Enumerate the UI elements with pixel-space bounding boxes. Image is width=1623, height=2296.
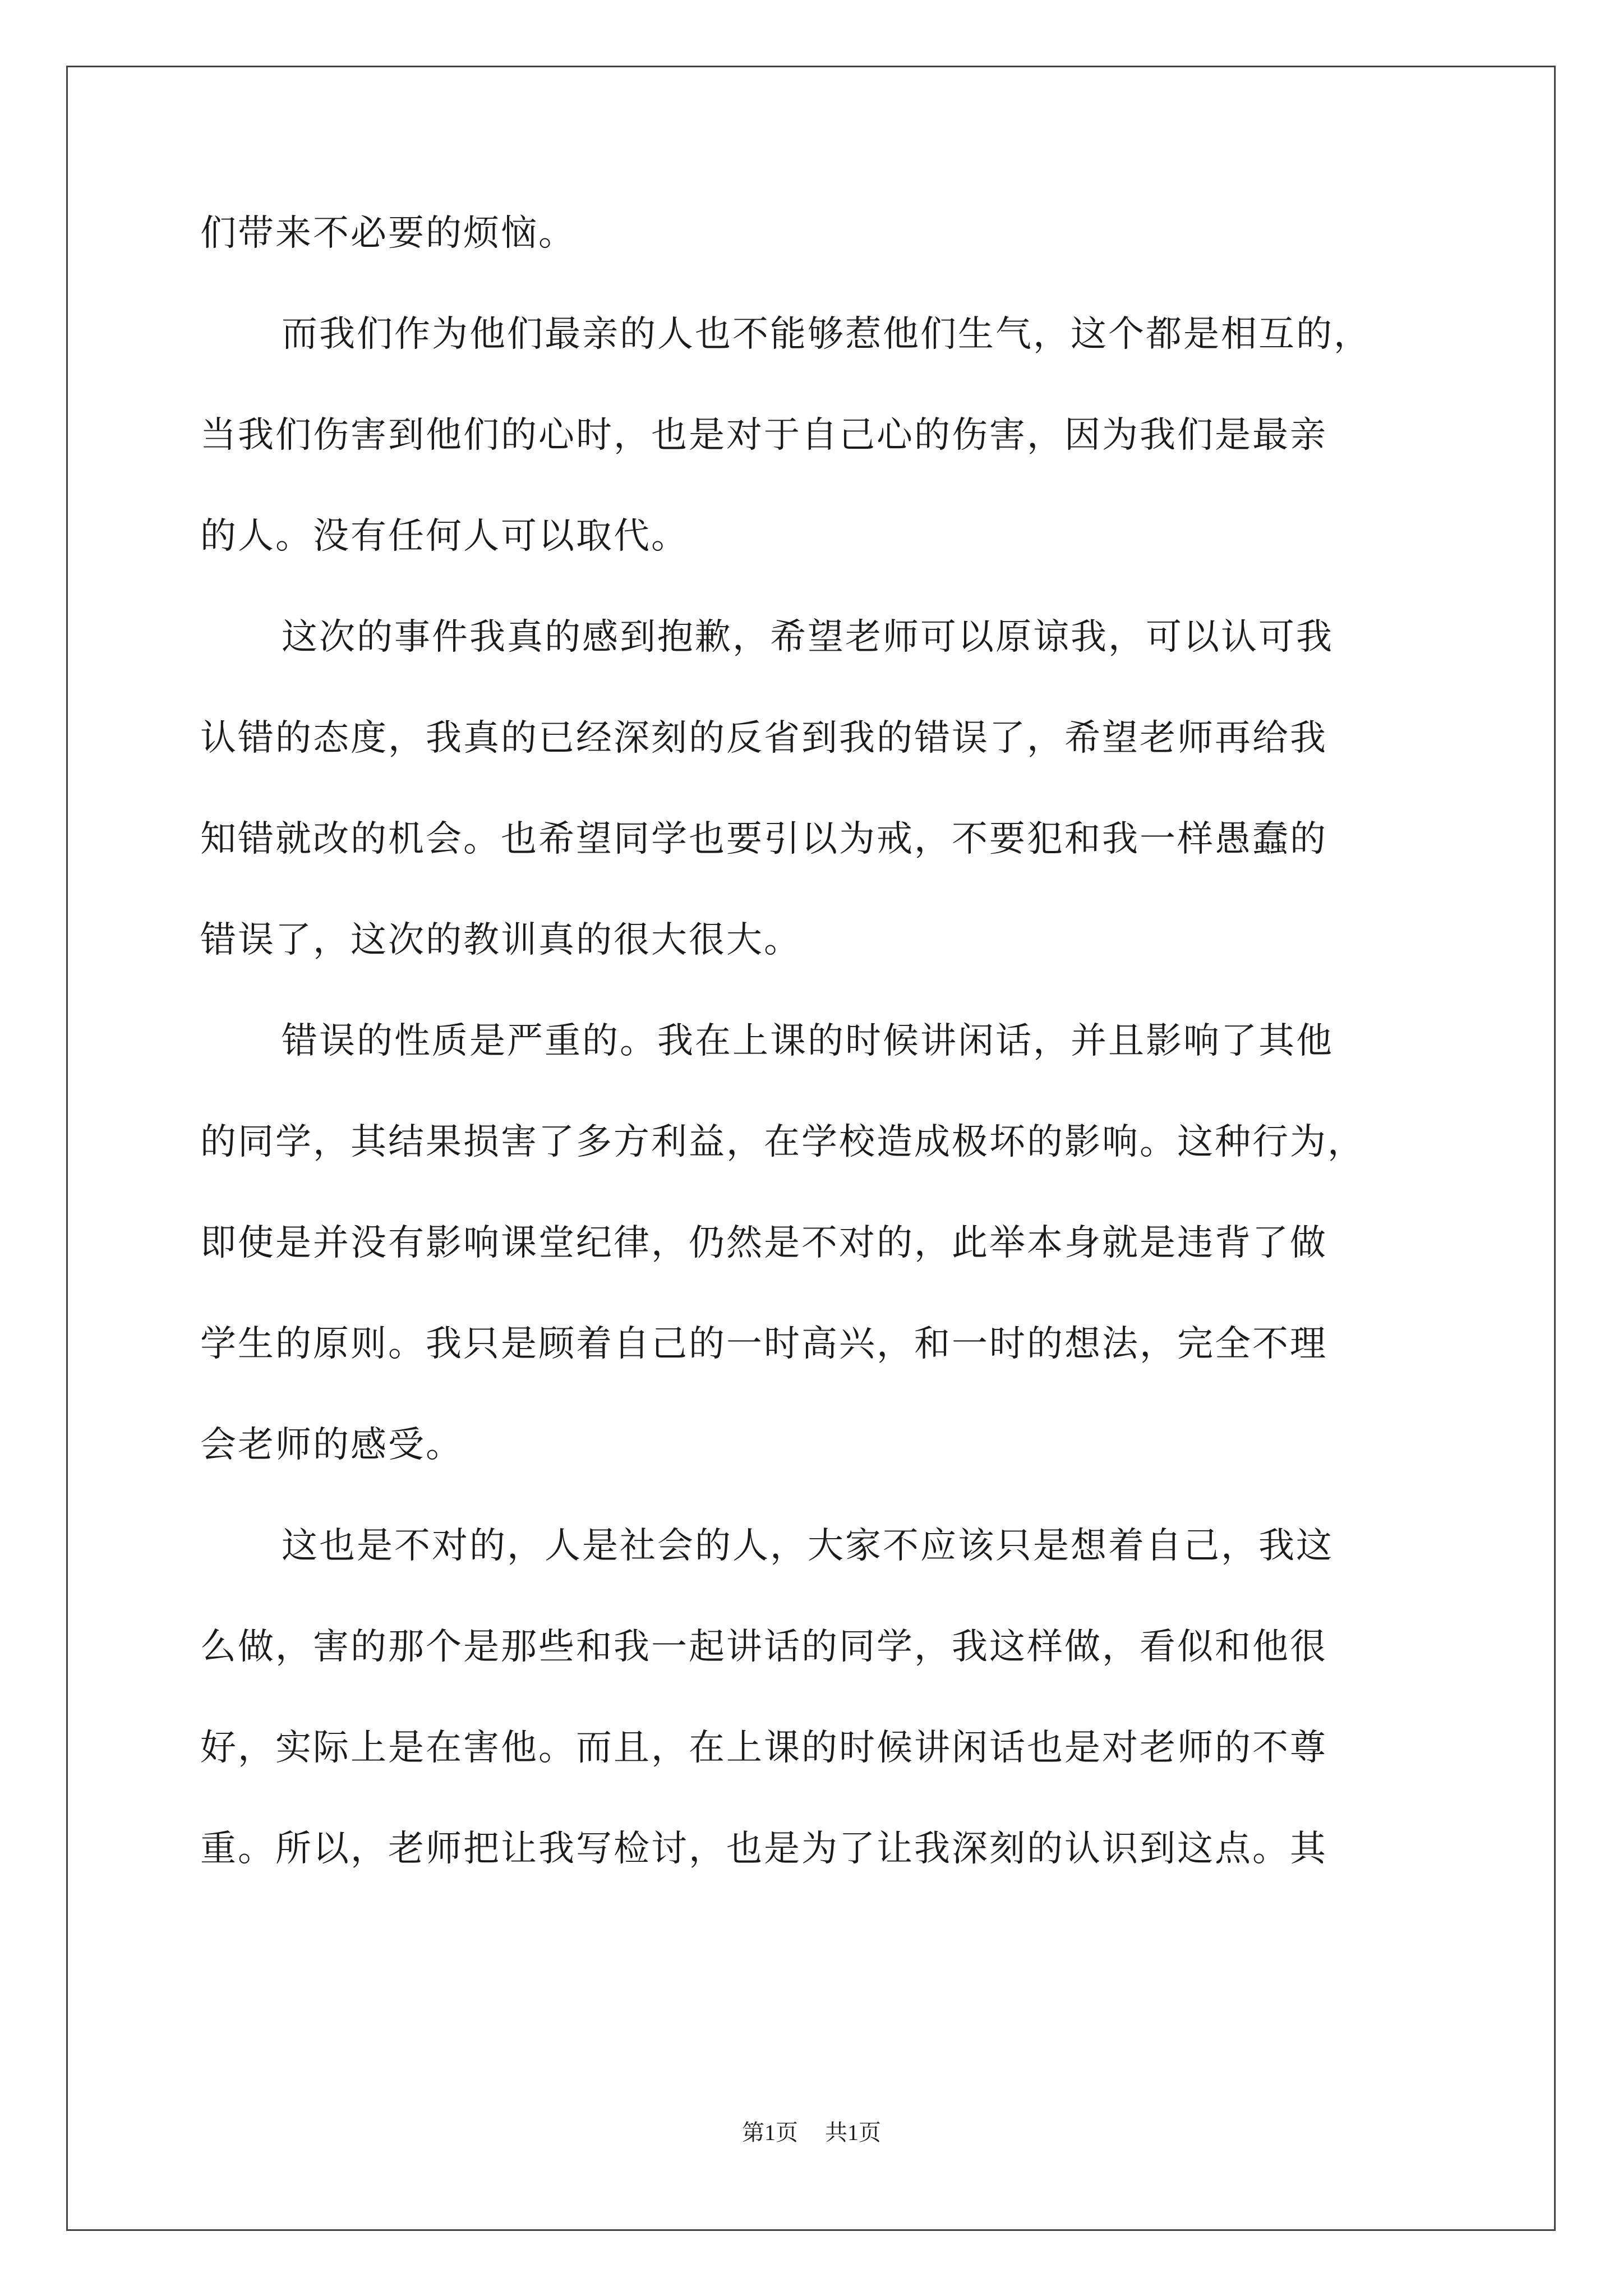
paragraph-first-line: 这也是不对的，人是社会的人，大家不应该只是想着自己，我这 — [282, 1525, 1334, 1567]
paragraph-first-line: 而我们作为他们最亲的人也不能够惹他们生气，这个都是相互的， — [282, 314, 1371, 355]
text-line: 好，实际上是在害他。而且，在上课的时候讲闲话也是对老师的不尊 — [200, 1727, 1327, 1769]
text-line: 会老师的感受。 — [200, 1424, 463, 1466]
text-line: 当我们伤害到他们的心时，也是对于自己心的伤害，因为我们是最亲 — [200, 415, 1327, 456]
text-line: 们带来不必要的烦恼。 — [200, 213, 576, 254]
paragraph-first-line: 这次的事件我真的感到抱歉，希望老师可以原谅我，可以认可我 — [282, 616, 1334, 658]
text-line: 的同学，其结果损害了多方利益，在学校造成极坏的影响。这种行为， — [200, 1121, 1365, 1163]
text-line: 重。所以，老师把让我写检讨，也是为了让我深刻的认识到这点。其 — [200, 1828, 1327, 1870]
text-line: 么做，害的那个是那些和我一起讲话的同学，我这样做，看似和他很 — [200, 1626, 1327, 1668]
page-footer — [0, 2118, 1623, 2147]
page-total: 共1页 — [825, 2120, 881, 2145]
paragraph-first-line: 错误的性质是严重的。我在上课的时候讲闲话，并且影响了其他 — [282, 1020, 1334, 1062]
page-number: 第1页 — [742, 2120, 798, 2145]
text-line: 的人。没有任何人可以取代。 — [200, 516, 689, 557]
text-line: 即使是并没有影响课堂纪律，仍然是不对的，此举本身就是违背了做 — [200, 1222, 1327, 1264]
text-line: 学生的原则。我只是顾着自己的一时高兴，和一时的想法，完全不理 — [200, 1323, 1327, 1365]
text-line: 知错就改的机会。也希望同学也要引以为戒，不要犯和我一样愚蠢的 — [200, 818, 1327, 860]
text-line: 认错的态度，我真的已经深刻的反省到我的错误了，希望老师再给我 — [200, 717, 1327, 759]
text-line: 错误了，这次的教训真的很大很大。 — [200, 919, 801, 961]
